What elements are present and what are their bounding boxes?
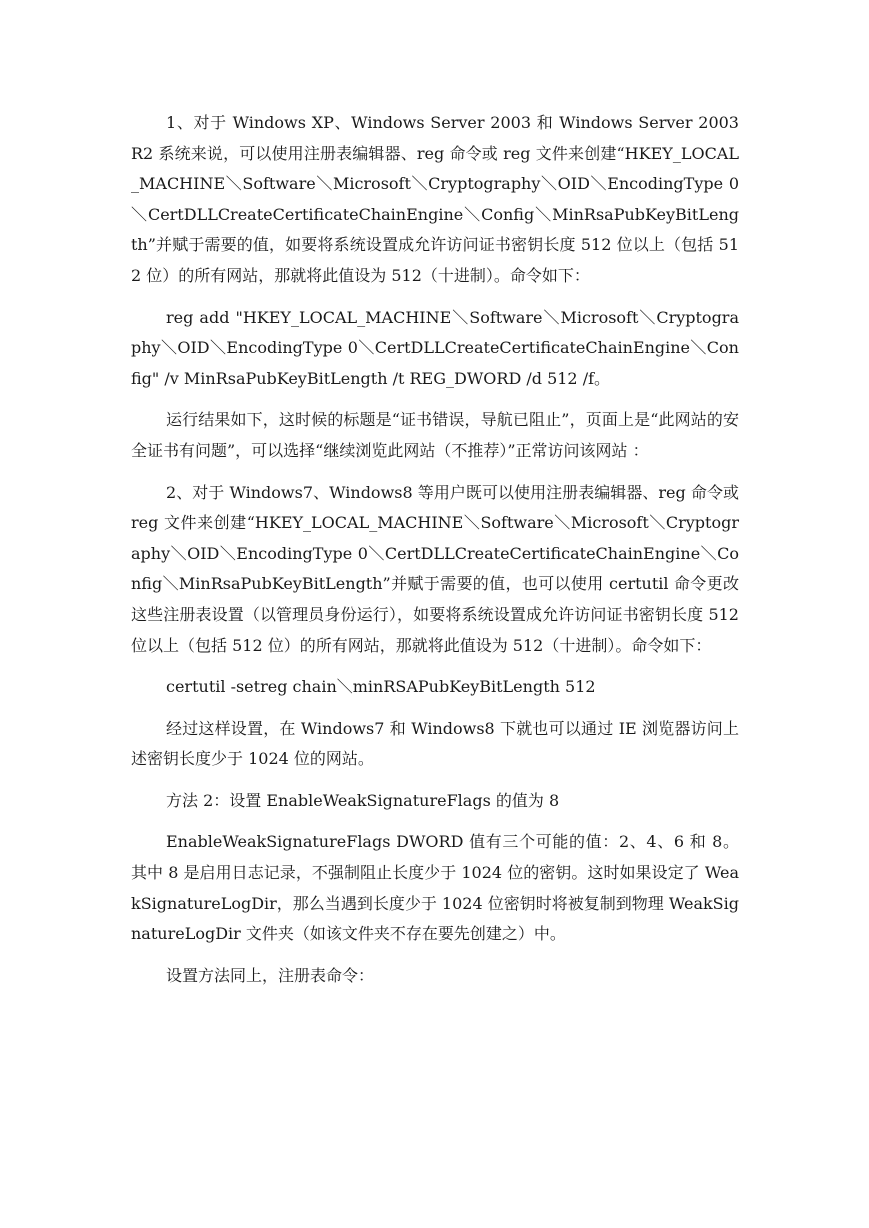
paragraph-run-result: 运行结果如下，这时候的标题是“证书错误，导航已阻止”，页面上是“此网站的安全证书有问题”，可以选择“继续浏览此网站（不推荐）”正常访问该网站 ： [131,410,739,460]
paragraph-registry-command-intro: 设置方法同上，注册表命令： [166,965,375,985]
paragraph-weak-signature-flags: EnableWeakSignatureFlags DWORD 值有三个可能的值：2、4、6 和 8。其中 8 是启用日志记录，不强制阻止长度少于 1024 位的密钥。这时如果设定了 WeakSignatureLogDir，那么当遇到长度少于 1024 位密钥时将被复制到物理 WeakSignatureLogDir 文件夹（如该文件夹不存在要先创建之）中。 [131,832,739,944]
paragraph-win7-registry: 2、对于 Windows7、Windows8 等用户既可以使用注册表编辑器、reg 命令或 reg 文件来创建“HKEY_LOCAL_MACHINE＼Software＼Microsoft＼Cryptography＼OID＼EncodingType 0＼CertDLLCreateCertificateChainEngine＼Config＼MinRsaPubKeyBitLength”并赋于需要的值，也可以使用 certutil 命令更改这些注册表设置（以管理员身份运行），如要将系统设置成允许访问证书密钥长度 512 位以上（包括 512 位）的所有网站，那就将此值设为 512（十进制）。命令如下： [131,482,739,655]
paragraph-reg-add-command: reg add "HKEY_LOCAL_MACHINE＼Software＼Microsoft＼Cryptography＼OID＼EncodingType 0＼CertDLLCreateCertificateChainEngine＼Config" /v MinRsaPubKeyBitLength /t REG_DWORD /d 512 /f。 [131,307,739,388]
document-body [131,108,739,1002]
paragraph-method-2-heading: 方法 2：设置 EnableWeakSignatureFlags 的值为 8 [166,790,560,810]
paragraph-xp-registry: 1、对于 Windows XP、Windows Server 2003 和 Windows Server 2003 R2 系统来说，可以使用注册表编辑器、reg 命令或 reg 文件来创建“HKEY_LOCAL_MACHINE＼Software＼Microsoft＼Cryptography＼OID＼EncodingType 0＼CertDLLCreateCertificateChainEngine＼Config＼MinRsaPubKeyBitLength”并赋于需要的值，如要将系统设置成允许访问证书密钥长度 512 位以上（包括 512 位）的所有网站，那就将此值设为 512（十进制）。命令如下： [131,113,739,285]
paragraph-certutil-command: certutil -setreg chain＼minRSAPubKeyBitLength 512 [166,677,596,697]
paragraph-win7-result: 经过这样设置，在 Windows7 和 Windows8 下就也可以通过 IE 浏览器访问上述密钥长度少于 1024 位的网站。 [131,718,739,769]
